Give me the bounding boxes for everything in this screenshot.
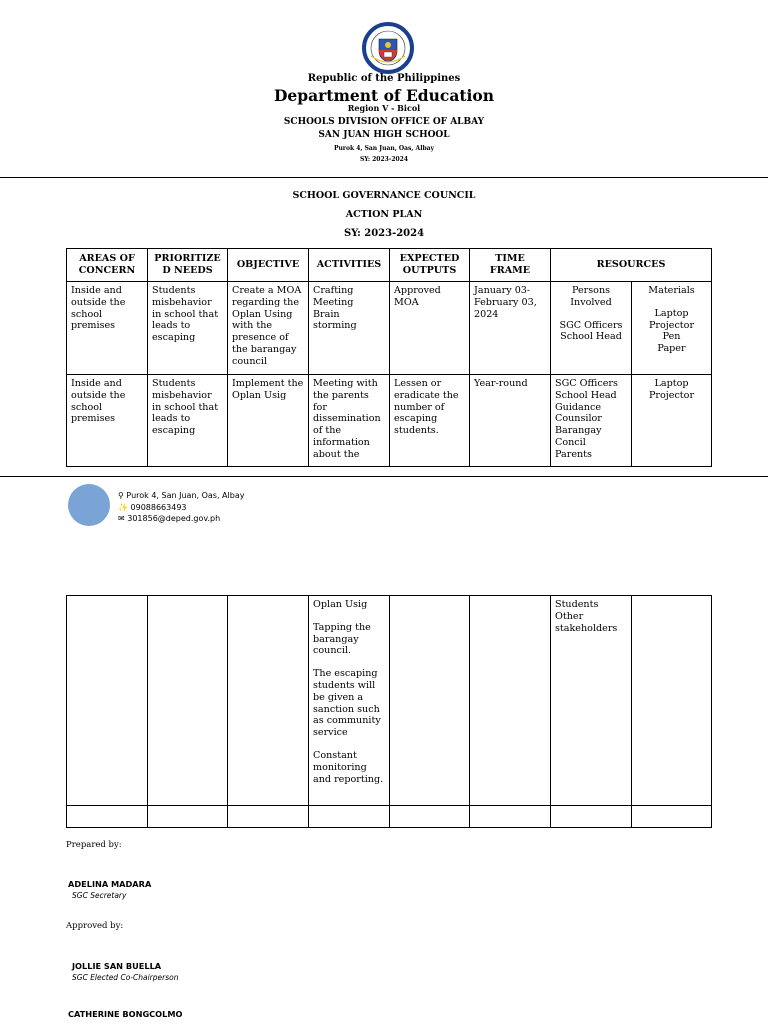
- empty-cell: [632, 806, 712, 828]
- person-item: Students: [555, 599, 599, 610]
- header-school-year: SY: 2023-2024: [359, 156, 409, 163]
- table-row: [67, 375, 712, 467]
- table-row: [67, 282, 712, 375]
- table-header-row: [67, 249, 712, 282]
- empty-cell: [470, 806, 551, 828]
- col-header-activities: ACTIVITIES: [309, 249, 390, 282]
- approved-by-label: Approved by:: [66, 921, 124, 931]
- activity-item: Oplan Usig: [313, 599, 368, 610]
- cell-materials: [632, 282, 712, 375]
- person-item: Other stakeholders: [555, 610, 618, 634]
- material-item: Laptop: [654, 378, 689, 389]
- col-header-objective: OBJECTIVE: [228, 249, 309, 282]
- cell-objective: [228, 596, 309, 806]
- empty-cell: [228, 806, 309, 828]
- school-name: SAN JUAN HIGH SCHOOL: [318, 130, 450, 140]
- footer-address-line: [118, 490, 244, 502]
- location-pin-icon: ⚲: [118, 491, 124, 500]
- activity-item: Brain storming: [313, 308, 357, 332]
- activity-item: Tapping the barangay council.: [313, 621, 371, 657]
- cell-outputs: Approved MOA: [390, 282, 470, 375]
- col-header-outputs: EXPECTED OUTPUTS: [390, 249, 470, 282]
- col-header-areas: AREAS OF CONCERN: [67, 249, 148, 282]
- cell-materials: [632, 375, 712, 467]
- activity-item: Constant monitoring and reporting.: [313, 749, 384, 785]
- cell-timeframe: [470, 596, 551, 806]
- action-plan-title: ACTION PLAN: [345, 209, 423, 220]
- person-item: Barangay Concil: [555, 425, 602, 448]
- cell-materials: [632, 596, 712, 806]
- person-item: SGC Officers: [555, 378, 618, 389]
- cell-area: [67, 596, 148, 806]
- department-name: Department of Education: [273, 86, 495, 105]
- approved-by-role: SGC Elected Co-Chairperson: [72, 973, 179, 982]
- country-name: Republic of the Philippines: [307, 73, 461, 84]
- footer-logo-circle: [68, 484, 110, 526]
- empty-cell: [390, 806, 470, 828]
- school-address: Purok 4, San Juan, Oas, Albay: [333, 145, 435, 152]
- person-item: Guidance Counsilor: [555, 401, 602, 425]
- approved-by-name-2: CATHERINE BONGCOLMO: [68, 1009, 183, 1019]
- cell-timeframe: January 03-February 03, 2024: [470, 282, 551, 375]
- person-item: SGC Officers: [559, 319, 623, 331]
- deped-seal-logo: [362, 22, 414, 74]
- footer-phone: 09088663493: [130, 502, 187, 512]
- person-item: School Head: [555, 389, 617, 401]
- region-name: Region V - Bicol: [347, 103, 421, 113]
- cell-needs: [148, 596, 228, 806]
- division-name: SCHOOLS DIVISION OFFICE OF ALBAY: [283, 117, 485, 127]
- empty-cell: [309, 806, 390, 828]
- activity-item: The escaping students will be given a sanction such as community service: [313, 668, 381, 739]
- council-title: SCHOOL GOVERNANCE COUNCIL: [292, 190, 476, 201]
- cell-needs: Students misbehavior in school that leads to escaping: [148, 282, 228, 375]
- prepared-by-name: ADELINA MADARA: [68, 879, 152, 889]
- header-divider: [0, 177, 768, 178]
- action-plan-table: [66, 248, 712, 467]
- cell-persons: [551, 282, 632, 375]
- prepared-by-role: SGC Secretary: [72, 891, 127, 900]
- cell-objective: Implement the Oplan Usig: [228, 375, 309, 467]
- col-header-needs: PRIORITIZED NEEDS: [148, 249, 228, 282]
- material-item: Paper: [657, 343, 686, 355]
- cell-activities: [309, 282, 390, 375]
- material-item: Pen: [662, 331, 681, 343]
- cell-activities: Meeting with the parents for dissemination of the information about the: [309, 375, 390, 467]
- person-item: School Head: [560, 331, 622, 343]
- footer-email-line: [118, 513, 244, 525]
- approved-by-name: JOLLIE SAN BUELLA: [72, 961, 162, 971]
- action-plan-table-continued: [66, 595, 712, 828]
- material-item: Projector: [648, 319, 695, 331]
- cell-outputs: [390, 596, 470, 806]
- person-item: Parents: [555, 448, 592, 460]
- cell-area: Inside and outside the school premises: [67, 282, 148, 375]
- footer-email: 301856@deped.gov.ph: [127, 514, 221, 523]
- activity-item: Crafting: [313, 285, 354, 296]
- table-row: [67, 596, 712, 806]
- prepared-by-label: Prepared by:: [66, 840, 122, 850]
- footer-contact: [118, 490, 244, 525]
- persons-heading: Persons Involved: [570, 285, 612, 308]
- material-item: Projector: [648, 389, 695, 401]
- empty-cell: [551, 806, 632, 828]
- materials-heading: Materials: [648, 285, 695, 296]
- col-header-timeframe: TIME FRAME: [470, 249, 551, 282]
- material-item: Laptop: [654, 307, 689, 319]
- table-row: [67, 806, 712, 828]
- cell-area: Inside and outside the school premises: [67, 375, 148, 467]
- plan-school-year: SY: 2023-2024: [343, 228, 425, 239]
- empty-cell: [67, 806, 148, 828]
- footer-address: Purok 4, San Juan, Oas, Albay: [126, 491, 245, 500]
- email-icon: ✉: [118, 514, 125, 523]
- empty-cell: [148, 806, 228, 828]
- phone-icon: ✨: [118, 502, 128, 512]
- cell-persons: [551, 596, 632, 806]
- col-header-resources: RESOURCES: [551, 249, 712, 282]
- cell-persons: [551, 375, 632, 467]
- cell-outputs: Lessen or eradicate the number of escaping students.: [390, 375, 470, 467]
- footer-divider: [0, 476, 768, 477]
- cell-activities: [309, 596, 390, 806]
- cell-objective: Create a MOA regarding the Oplan Using with the presence of the barangay council: [228, 282, 309, 375]
- activity-item: Meeting: [313, 296, 354, 308]
- cell-timeframe: Year-round: [470, 375, 551, 467]
- cell-needs: Students misbehavior in school that leads to escaping: [148, 375, 228, 467]
- footer-phone-line: [118, 502, 244, 514]
